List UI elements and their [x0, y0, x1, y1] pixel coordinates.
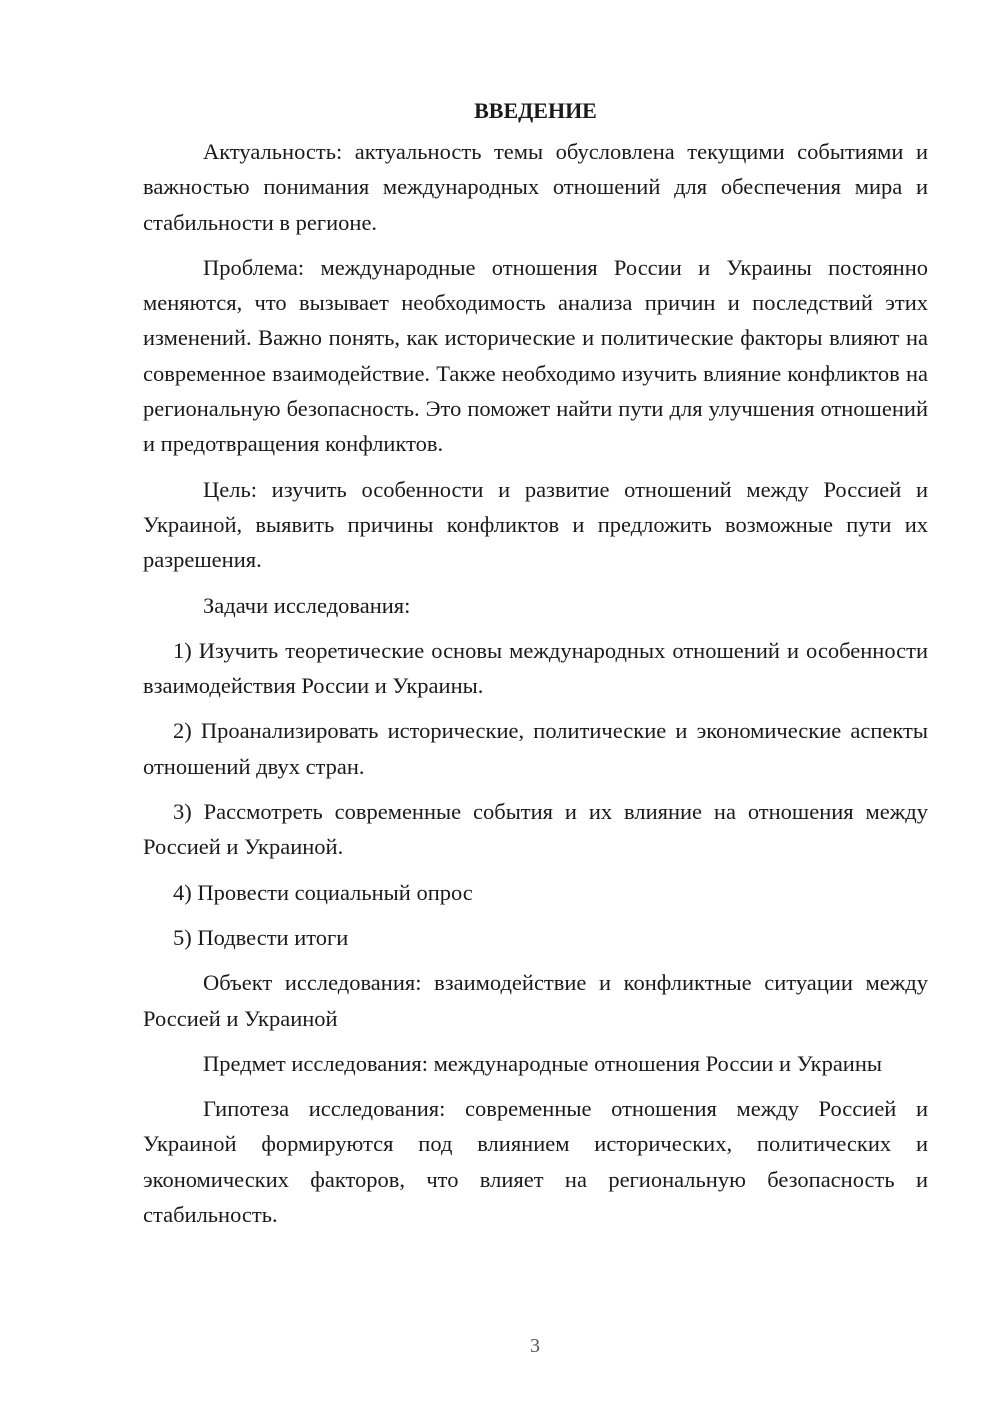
paragraph-relevance: Актуальность: актуальность темы обусловлена текущими событиями и важностью понимания международных отношений для обеспечения мира и стабильности в регионе. [143, 139, 928, 235]
document-page [143, 96, 928, 1232]
page-number: 3 [530, 1335, 540, 1357]
paragraph-problem: Проблема: международные отношения России и Украины постоянно меняются, что вызывает необходимость анализа причин и последствий этих изменений. Важно понять, как исторические и политические факторы влияют на современное взаимодействие. Также необходимо изучить влияние конфликтов на региональную безопасность. Это поможет найти пути для улучшения отношений и предотвращения конфликтов. [143, 254, 928, 457]
paragraph-tasks-title: Задачи исследования: [203, 592, 411, 618]
paragraph-subject: Предмет исследования: международные отношения России и Украины [203, 1050, 883, 1076]
paragraph-hypothesis: Гипотеза исследования: современные отношения между Россией и Украиной формируются под влиянием исторических, политических и экономических факторов, что влияет на региональную безопасность и стабильность. [143, 1096, 928, 1228]
task-item-4: 4) Провести социальный опрос [173, 879, 473, 905]
task-item-3: 3) Рассмотреть современные события и их влияние на отношения между Россией и Украиной. [143, 799, 928, 860]
task-item-1: 1) Изучить теоретические основы международных отношений и особенности взаимодействия России и Украины. [143, 637, 928, 699]
paragraph-object: Объект исследования: взаимодействие и конфликтные ситуации между Россией и Украиной [143, 970, 928, 1031]
paragraph-goal: Цель: изучить особенности и развитие отношений между Россией и Украиной, выявить причины конфликтов и предложить возможные пути их разрешения. [143, 476, 928, 573]
task-item-2: 2) Проанализировать исторические, политические и экономические аспекты отношений двух стран. [143, 718, 928, 779]
task-item-5: 5) Подвести итоги [173, 924, 349, 950]
section-heading: ВВЕДЕНИЕ [474, 98, 597, 123]
